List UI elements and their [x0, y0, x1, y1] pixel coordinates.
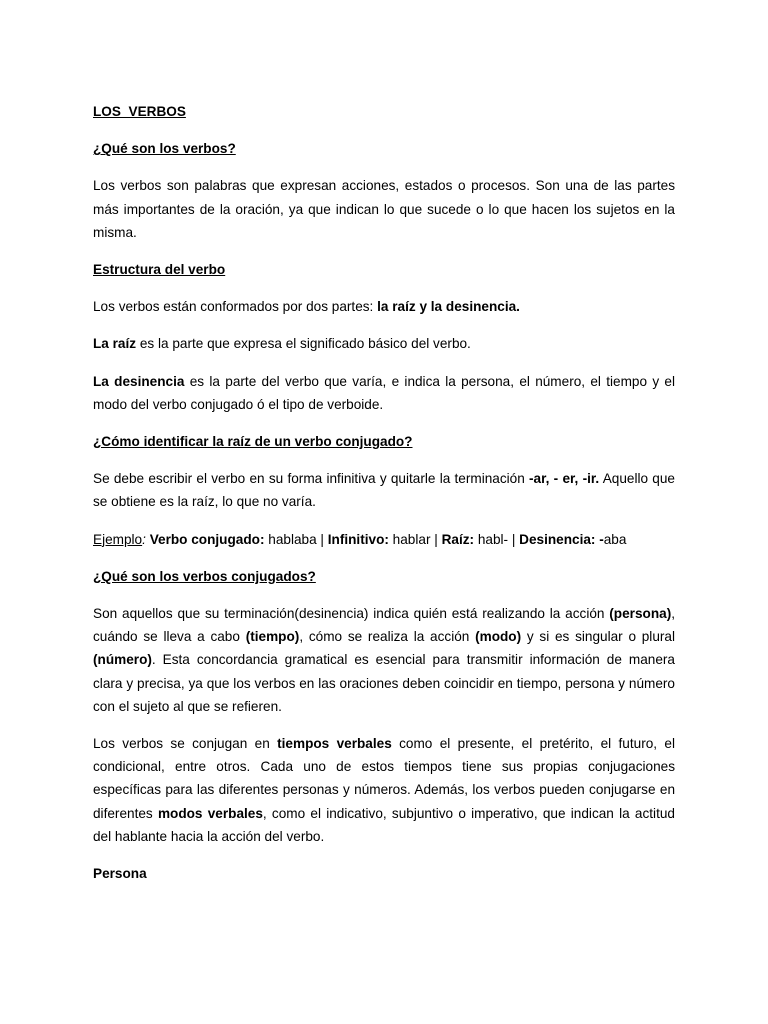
bold-term: la raíz y la desinencia. — [377, 299, 520, 315]
bold-term: -ar, - er, -ir. — [529, 471, 600, 487]
paragraph-tiempos-modos — [93, 732, 675, 848]
text-span: como el presente, el pretérito, el futuro, el condicional, entre otros. Cada uno de estos tiempos tiene sus propias conjugaciones específicas para las diferentes personas y números. Además, los verbos pueden conjugarse en diferentes — [93, 736, 675, 821]
text-span: Son aquellos que su terminación(desinencia) indica quién está realizando la acción — [93, 606, 610, 622]
text-span: : — [142, 531, 150, 547]
bold-term: (modo) — [475, 629, 522, 645]
paragraph-definicion-verbos: Los verbos son palabras que expresan acciones, estados o procesos. Son una de las partes más importantes de la oración, ya que indican lo que sucede o lo que hacen los sujetos en la misma. — [93, 178, 675, 240]
bold-term: La desinencia — [93, 373, 185, 389]
document-page — [93, 100, 675, 899]
paragraph-la-raiz — [93, 332, 675, 355]
text-span: Aquello que se obtiene es la raíz, lo que no varía. — [93, 471, 675, 510]
bold-term: (persona) — [609, 606, 672, 622]
text-span: , como el indicativo, subjuntivo o imperativo, que indican la actitud del hablante hacia la acción del verbo. — [93, 805, 675, 844]
bold-term: Verbo conjugado: — [149, 531, 265, 547]
text-span: es la parte del verbo que varía, e indica la persona, el número, el tiempo y el modo del verbo conjugado ó el tipo de verboide. — [93, 373, 676, 412]
paragraph-la-desinencia — [93, 370, 675, 416]
text-span: hablaba | — [264, 531, 328, 547]
heading-identificar-raiz: ¿Cómo identificar la raíz de un verbo conjugado? — [93, 434, 413, 450]
text-span: hablar | — [388, 531, 442, 547]
text-span: . Esta concordancia gramatical es esencial para transmitir información de manera clara y precisa, ya que los verbos en las oraciones deben coincidir en tiempo, persona y número con el sujeto al que se refieren. — [93, 652, 675, 714]
text-span: habl- | — [474, 531, 520, 547]
example-label: Ejemplo — [93, 531, 143, 547]
bold-term: Desinencia: - — [519, 531, 604, 547]
paragraph-forma-infinitiva — [93, 467, 675, 513]
text-span: es la parte que expresa el significado básico del verbo. — [136, 336, 471, 352]
text-span: Los verbos se conjugan en — [93, 736, 278, 752]
text-span: y si es singular o plural — [521, 629, 675, 645]
text-span: Los verbos están conformados por dos partes: — [93, 299, 378, 315]
paragraph-ejemplo — [93, 528, 675, 551]
heading-que-son-los-verbos: ¿Qué son los verbos? — [93, 141, 236, 157]
text-span: , cómo se realiza la acción — [299, 629, 476, 645]
text-span: Se debe escribir el verbo en su forma infinitiva y quitarle la terminación — [93, 471, 530, 487]
text-span: , cuándo se lleva a cabo — [93, 606, 675, 645]
heading-verbos-conjugados: ¿Qué son los verbos conjugados? — [93, 568, 316, 584]
bold-term: Infinitivo: — [327, 531, 389, 547]
heading-persona: Persona — [93, 866, 147, 882]
bold-term: (tiempo) — [245, 629, 300, 645]
bold-term: (número) — [93, 652, 152, 668]
bold-term: La raíz — [93, 336, 137, 352]
heading-estructura-del-verbo: Estructura del verbo — [93, 262, 226, 278]
text-span: aba — [603, 531, 627, 547]
bold-term: modos verbales — [157, 805, 263, 821]
bold-term: tiempos verbales — [277, 736, 392, 752]
paragraph-concordancia — [93, 602, 675, 718]
bold-term: Raíz: — [441, 531, 475, 547]
document-title: LOS VERBOS — [93, 104, 186, 119]
paragraph-partes-del-verbo — [93, 295, 675, 318]
